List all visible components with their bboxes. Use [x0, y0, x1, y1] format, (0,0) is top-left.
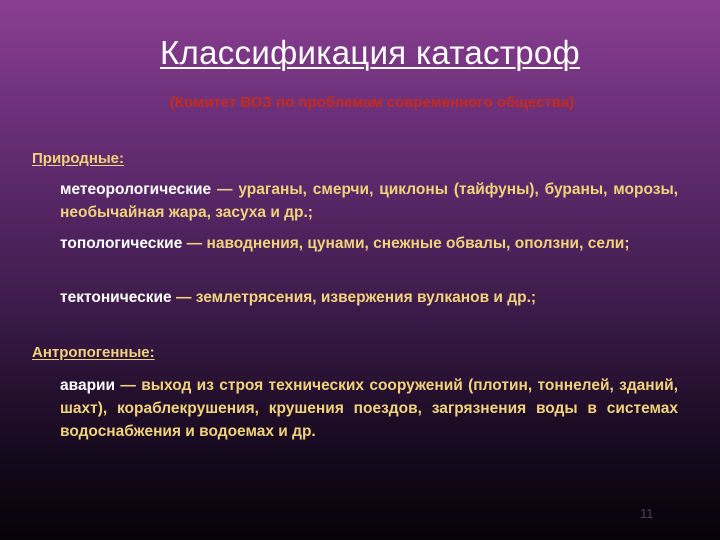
list-item-tectonic	[60, 286, 678, 309]
page-number: 11	[640, 506, 654, 521]
list-item-meteorological	[60, 178, 678, 224]
section-heading-natural: Природные:	[32, 150, 125, 167]
item-description: — наводнения, цунами, снежные обвалы, оползни, сели;	[182, 235, 630, 252]
item-term: тектонические	[60, 289, 172, 306]
item-description: — ураганы, смерчи, циклоны (тайфуны), бураны, морозы, необычайная жара, засуха и др.;	[60, 181, 678, 221]
list-item-accidents	[60, 374, 678, 443]
slide-subtitle: (Комитет ВОЗ по проблемам современного общества)	[169, 94, 575, 111]
item-description: — землетрясения, извержения вулканов и др.;	[171, 289, 537, 306]
item-term: аварии	[60, 377, 116, 394]
item-term: топологические	[60, 235, 183, 252]
item-description: — выход из строя технических сооружений (плотин, тоннелей, зданий, шахт), кораблекрушения, крушения поездов, загрязнения воды в системах водоснабжения и водоемах и др.	[60, 377, 678, 440]
item-term: метеорологические	[60, 181, 212, 198]
section-heading-anthropogenic: Антропогенные:	[32, 344, 155, 361]
list-item-topological	[60, 232, 678, 255]
slide-title: Классификация катастроф	[160, 34, 580, 71]
